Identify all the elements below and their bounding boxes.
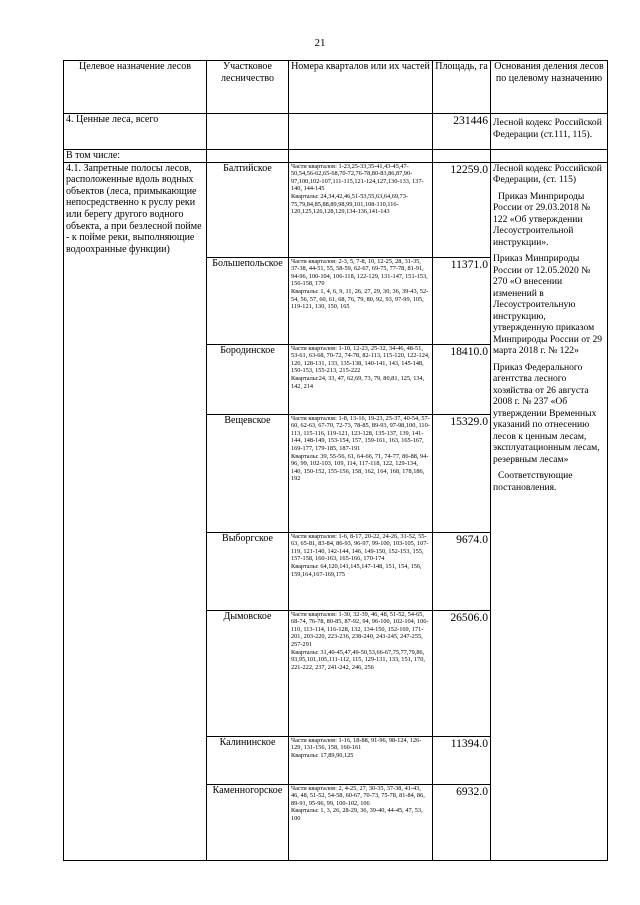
quarters-list: Части кварталов: 1-16, 18-88, 91-96, 98-124, 126-129, 131-156, 158, 160-161 Кварталы: 17,89,90,125 [289,736,433,784]
table-row [64,162,608,257]
forestry-area: 11394.0 [433,736,491,784]
basis-item: Приказ Федерального агентства лесного хозяйства от 26 августа 2008 г. № 237 «Об утверждении Временных указаний по отнесению лесов к ценным лесам, эксплуатационным лесам, резервным лесам» [493,361,600,465]
quarters-list: Части кварталов: 1-30, 32-39, 46, 48, 51-52, 54-65, 68-74, 76-78, 80-85, 87-92, 94, 96-100, 102-104, 106-110, 113-114, 116-128, 132, 134-150, 152-169, 171-201, 203-220, 223-236, 238-240, 243-245, 247-255, 257-291 Кварталы: 31,40-45,47,49-50,53,66-67,75,77,79,86, 93,95,101,105,111-112, 115, 129-131, 133, 151, 170, 221-222, 237, 241-242, 246, 256 [289,610,433,736]
forestry-area: 6932.0 [433,784,491,860]
quarters-list: Части кварталов: 1-23,25-33,35-41,43-45,47-50,54,56-62,65-68,70-72,76-78,80-83,86,87,90-97,100,102-107,111-115,121-124,127,130-133, 137-140, 144-145 Кварталы: 24,34,42,46,51-53,55,63,64,69,73-75,79,84,85,88,89,98,99,101,108-110,116-120,125,126,128,129,134-136,141-143 [289,162,433,257]
total-area: 231446 [433,114,491,150]
forestry-area: 9674.0 [433,532,491,610]
total-row [64,114,608,150]
total-purpose: 4. Ценные леса, всего [64,114,207,150]
forestry-name: Бородинское [207,344,289,414]
category-purpose: 4.1. Запретные полосы лесов, расположенные вдоль водных объектов (леса, примыкающие непосредственно к руслу реки или берегу другого водного объекта, а при безлесной пойме - к пойме реки, выполняющие водоохранные функции) [64,162,207,860]
table-header-row [64,61,608,114]
forestry-name: Выборгское [207,532,289,610]
including-row [64,150,608,163]
forestry-name: Каменногорское [207,784,289,860]
page-number: 21 [314,37,326,49]
forestry-name: Большепольское [207,257,289,344]
basis-item: Соответствующие постановления. [493,470,573,493]
header-quarters: Номера кварталов или их частей [289,61,433,114]
forestry-name: Вещевское [207,414,289,532]
basis-item: Приказ Минприроды России от 12.05.2020 № 270 «О внесении изменений в Лесоустроительную инструкцию, утвержденную приказом Минприроды России от 29 марта 2018 г. № 122» [493,253,603,357]
basis-item: Лесной кодекс Российской Федерации, (ст. 115) [493,162,602,186]
basis-item: Приказ Минприроды России от 29.03.2018 № 122 «Об утверждении Лесоустроительной инструкции». [493,190,591,248]
forestry-area: 12259.0 [433,162,491,257]
forestry-name: Балтийское [207,162,289,257]
quarters-list: Части кварталов: 2-3, 5, 7-8, 10, 12-25, 28, 31-35, 37-38, 44-51, 55, 58-59, 62-67, 69-75, 77-78, 81-91, 94-96, 100-104, 106-118, 122-129, 131-147, 151-153, 156-158, 170 Кварталы: 1, 4, 6, 9, 11, 26, 27, 29, 30, 36, 39-43, 52-54, 56, 57, 60, 61, 68, 76, 79, 80, 92, 93, 97-99, 105, 119-121, 130, 150, 165 [289,257,433,344]
quarters-list: Части кварталов: 2, 4-25, 27, 30-35, 37-38, 41-43, 46, 48, 51-52, 54-58, 60-67, 70-73, 75-78, 81-84, 86, 89-91, 95-96, 99, 100-102, 106 Кварталы: 1, 3, 26, 28-29, 36, 39-40, 44-45, 47, 53, 100 [289,784,433,860]
including-label: В том числе: [64,150,207,163]
forestry-area: 11371.0 [433,257,491,344]
quarters-list: Части кварталов: 1-8, 13-16, 19-23, 25-37, 40-54, 57-60, 62-63, 67-70, 72-73, 78-85, 89-93, 97-98,100, 110-113, 115-116, 119-121, 123-128, 135-137, 139, 141-144, 148-149, 153-154, 157, 159-161, 163, 165-167, 169-177, 179-185, 187-191 Кварталы: 39, 55-56, 61, 64-66, 71, 74-77, 86-88, 94-96, 99, 102-103, 109, 114, 117-118, 122, 129-134, 140, 150-152, 155-156, 158, 162, 164, 168, 178,186, 192 [289,414,433,532]
header-purpose: Целевое назначение лесов [64,61,207,114]
forestry-name: Дымовское [207,610,289,736]
forest-purpose-table [63,60,608,861]
header-forestry: Участковое лесничество [207,61,289,114]
total-basis: Лесной кодекс Российской Федерации (ст.111, 115). [491,114,608,150]
header-basis: Основания деления лесов по целевому назначению [491,61,608,114]
quarters-list: Части кварталов: 1-6, 8-17, 20-22, 24-26, 31-52, 55-63, 65-81, 83-84, 86-93, 96-97, 99-100, 103-105, 107-119, 121-140, 142-144, 146, 149-150, 152-153, 155, 157-158, 160-163, 165-166, 170-174 Кварталы: 64,120,141,145,147-148, 151, 154, 156, 159,164,167-169,175 [289,532,433,610]
quarters-list: Части кварталов: 1-10, 12-23, 25-32, 34-46, 48-51, 53-61, 63-68, 70-72, 74-78, 82-113, 115-120, 122-124, 126, 128-131, 133, 135-138, 140-141, 143, 145-148, 150-153, 155-213, 215-222 Кварталы:24, 33, 47, 62,69, 73, 79, 80,81, 125, 134, 142, 214 [289,344,433,414]
category-basis [491,162,608,860]
forestry-area: 26506.0 [433,610,491,736]
forestry-name: Калининское [207,736,289,784]
header-area: Площадь, га [433,61,491,114]
forestry-area: 15329.0 [433,414,491,532]
forestry-area: 18410.0 [433,344,491,414]
